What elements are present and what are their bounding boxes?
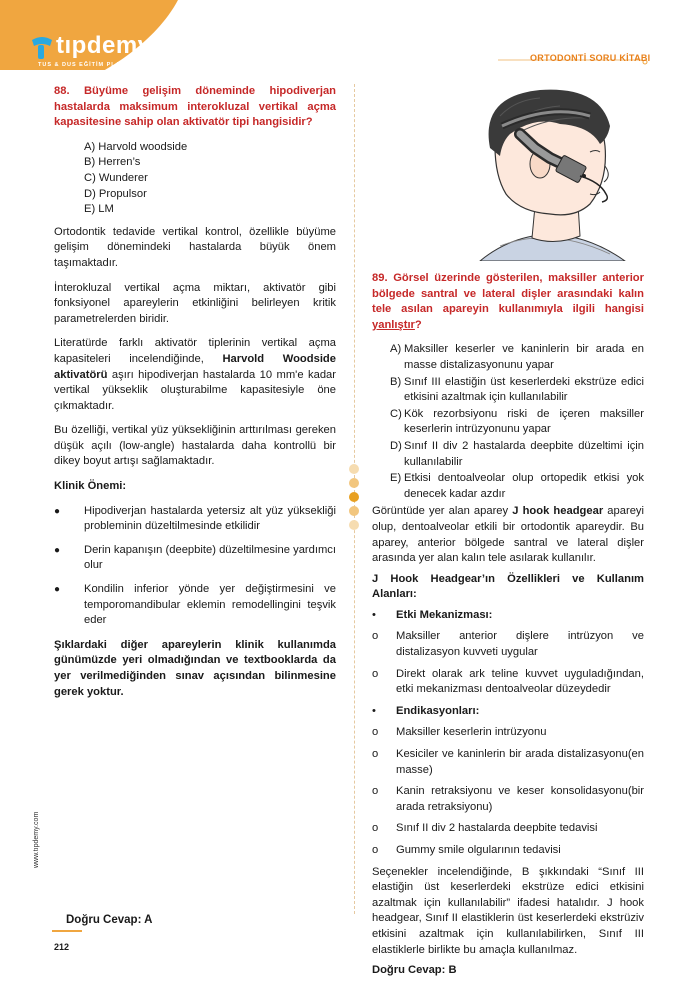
list-item-text: Derin kapanışın (deepbite) düzeltilmesine yardımcı olur — [84, 543, 336, 572]
logo-icon — [28, 36, 56, 60]
option-letter: D) — [390, 439, 402, 452]
text-span: Görüntüde yer alan aparey — [372, 505, 513, 518]
option-text: Sınıf III elastiğin üst keserlerdeki ekstrüze edici etkisini azaltmak için kullanılabilir — [404, 375, 644, 404]
text-span: 89. Görsel üzerinde gösterilen, maksiller anterior bölgede santral ve lateral dişler arasındaki kalın tele asılan apareyin kullanımıyla ilgili hangisi — [372, 272, 644, 316]
list-item-text: Maksiller keserlerin intrüzyonu — [396, 726, 547, 739]
list-item — [54, 543, 336, 574]
list-item-text: Maksiller anterior dişlere intrüzyon ve distalizasyon kuvveti uygular — [396, 630, 644, 659]
option-text: Etkisi dentoalveolar olup ortopedik etkisi yok denecek kadar azdır — [404, 472, 644, 500]
list-item — [372, 747, 644, 778]
question-89-options — [372, 342, 644, 502]
option: E) LM — [84, 203, 114, 216]
list-item — [372, 629, 644, 660]
question-88-text: 88. Büyüme gelişim döneminde hipodiverjan hastalarda maksimum interokluzal vertikal açma kapasitesine sahip olan aktivatör tipi hangisidir? — [54, 85, 336, 129]
text-span: Literatürde farklı aktivatör tiplerinin vertikal açma kapasiteleri incelendiğinde, — [54, 337, 336, 365]
features-list — [372, 608, 644, 859]
underlined-word: yanlıştır — [372, 318, 415, 331]
option — [390, 407, 644, 438]
list-item-text: Kanin retraksiyonu ve keser konsolidasyonu(bir arada retraksiyonu) — [396, 785, 644, 813]
list-item — [372, 784, 644, 815]
option-letter: A) — [390, 343, 402, 356]
j-hook-headgear-illustration — [440, 86, 650, 261]
list-item — [54, 582, 336, 629]
option-letter: B) — [390, 375, 402, 388]
circle-bullet-icon: o — [372, 844, 379, 856]
conclusion-paragraph: Seçenekler incelendiğinde, B şıkkındaki “Sınıf III elastiğin üst keserlerdeki ekstrüze edici etkisini azaltmak için kullanılabilir” ifadesi hatalıdır. J hook headgear, Sınıf II elastiklerin üst keserlerdeki ekstrüziv etkisini azaltmak için kullanılabilirken, Sınıf III elastiklerle birlikte bu amaçla kullanılmaz. — [372, 865, 644, 956]
question-89 — [372, 271, 644, 984]
list-heading-text: Endikasyonları: — [396, 704, 480, 717]
footer-rule — [52, 930, 82, 932]
list-item — [372, 667, 644, 698]
list-item-text: Gummy smile olgularının tedavisi — [396, 844, 561, 856]
side-brand: www.tıpdemy.com — [33, 811, 40, 868]
divider-dot — [349, 506, 359, 516]
harvold-emphasis: Harvold Woodside aktivatörü — [54, 352, 336, 381]
option-text: Kök rezorbsiyonu riski de içeren maksiller keserlerin intrüzyonunu yapar — [404, 407, 644, 436]
option-letter: E) — [390, 472, 402, 485]
option: C) Wunderer — [84, 171, 148, 184]
circle-bullet-icon: o — [372, 726, 379, 739]
list-heading — [372, 608, 644, 624]
page-number: 212 — [54, 942, 70, 952]
text-span: ? — [414, 318, 422, 331]
list-heading-text: Etki Mekanizması: — [396, 608, 493, 621]
question-88-options — [54, 140, 336, 218]
list-item-text: Hipodiverjan hastalarda yetersiz alt yüz yüksekliği probleminin düzeltilmesinde etkilidir — [84, 504, 336, 533]
list-item — [372, 843, 644, 859]
divider-dot — [349, 478, 359, 488]
option: A) Harvold woodside — [84, 140, 188, 153]
logo-subtitle: TUS & DUS EĞİTİM PLATFORMU — [38, 62, 150, 68]
circle-bullet-icon: o — [372, 630, 379, 643]
book-title: ORTODONTİ SORU KİTABI — [530, 53, 651, 63]
explanation-paragraph: Bu özelliği, vertikal yüz yüksekliğinin arttırılması gereken düşük açılı (low-angle) hastalarda daha kontrollü bir dikey boyut artışı sağlamaktadır. — [54, 424, 336, 468]
explanation-paragraph — [372, 504, 644, 566]
circle-bullet-icon: o — [372, 822, 379, 835]
note-paragraph: Şıklardaki diğer apareylerin klinik kullanımda günümüzde yeri olmadığından ve textbooklarda da yer verilmediğinden sınav açısından bilinmesine gerek yoktur. — [54, 638, 336, 698]
clinical-title: Klinik Önemi: — [54, 480, 127, 493]
answer-89: Doğru Cevap: B — [372, 964, 457, 977]
option-text: Sınıf II div 2 hastalarda deepbite düzeltimi için kullanılabilir — [404, 439, 644, 468]
list-item-text: Direkt olarak ark teline kuvvet uyguladığından, etki mekanizması dentoalveolar düzeydedir — [396, 667, 644, 696]
divider-dot — [349, 520, 359, 530]
list-item — [372, 725, 644, 741]
circle-bullet-icon: o — [372, 785, 379, 798]
bullet-icon: ● — [54, 505, 61, 517]
circle-bullet-icon: o — [372, 667, 379, 680]
divider-dot — [349, 464, 359, 474]
list-item-text: Sınıf II div 2 hastalarda deepbite tedavisi — [396, 822, 598, 835]
bullet-icon: • — [372, 608, 376, 621]
explanation-paragraph — [54, 336, 336, 414]
option: D) Propulsor — [84, 187, 147, 200]
features-title: J Hook Headgear’ın Özellikleri ve Kullanım Alanları: — [372, 572, 644, 601]
clinical-list — [54, 504, 336, 629]
list-heading — [372, 704, 644, 720]
bullet-icon: • — [372, 704, 376, 717]
list-item — [54, 504, 336, 535]
option-text: Maksiller keserler ve kaninlerin bir arada en masse distalizasyonunu yapar — [404, 343, 644, 371]
jhook-emphasis: J hook headgear — [512, 505, 604, 518]
option-letter: C) — [390, 407, 402, 420]
list-item-text: Kesiciler ve kaninlerin bir arada distalizasyonu(en masse) — [396, 748, 644, 776]
option — [390, 471, 644, 502]
question-89-text — [372, 271, 644, 333]
answer-88: Doğru Cevap: A — [66, 914, 153, 926]
option: B) Herren’s — [84, 156, 141, 169]
circle-bullet-icon: o — [372, 748, 379, 761]
bullet-icon: ● — [54, 584, 61, 596]
list-item-text: Kondilin inferior yönde yer değiştirmesini ve temporomandibular eklemin remodellingini teşvik eder — [84, 583, 336, 627]
question-88 — [54, 84, 336, 709]
explanation-paragraph: Ortodontik tedavide vertikal kontrol, özellikle büyüme gelişim dönemindeki hastalarda büyük önem taşımaktadır. — [54, 225, 336, 269]
list-item — [372, 821, 644, 837]
text-span: aşırı hipodiverjan hastalarda 10 mm'e kadar vertikal yükseklik oluşturabilme kapasitesiyle öne çıkmaktadır. — [54, 368, 336, 412]
explanation-paragraph: İnterokluzal vertikal açma miktarı, aktivatör gibi fonksiyonel apareylerin etkinliğini belirleyen kritik parametrelerden biridir. — [54, 281, 336, 325]
text-span: apareyi olup, dentoalveolar etkili bir ortodontik apareydir. Bu aparey, anterior bölgede santral ve lateral dişler arasında yer alan kalın tele asılarak kullanılır. — [372, 505, 644, 565]
logo-text: tıpdemy — [56, 32, 152, 59]
option — [390, 342, 644, 373]
option — [390, 375, 644, 406]
divider-dot — [349, 492, 359, 502]
bullet-icon: ● — [54, 544, 61, 556]
option — [390, 439, 644, 470]
